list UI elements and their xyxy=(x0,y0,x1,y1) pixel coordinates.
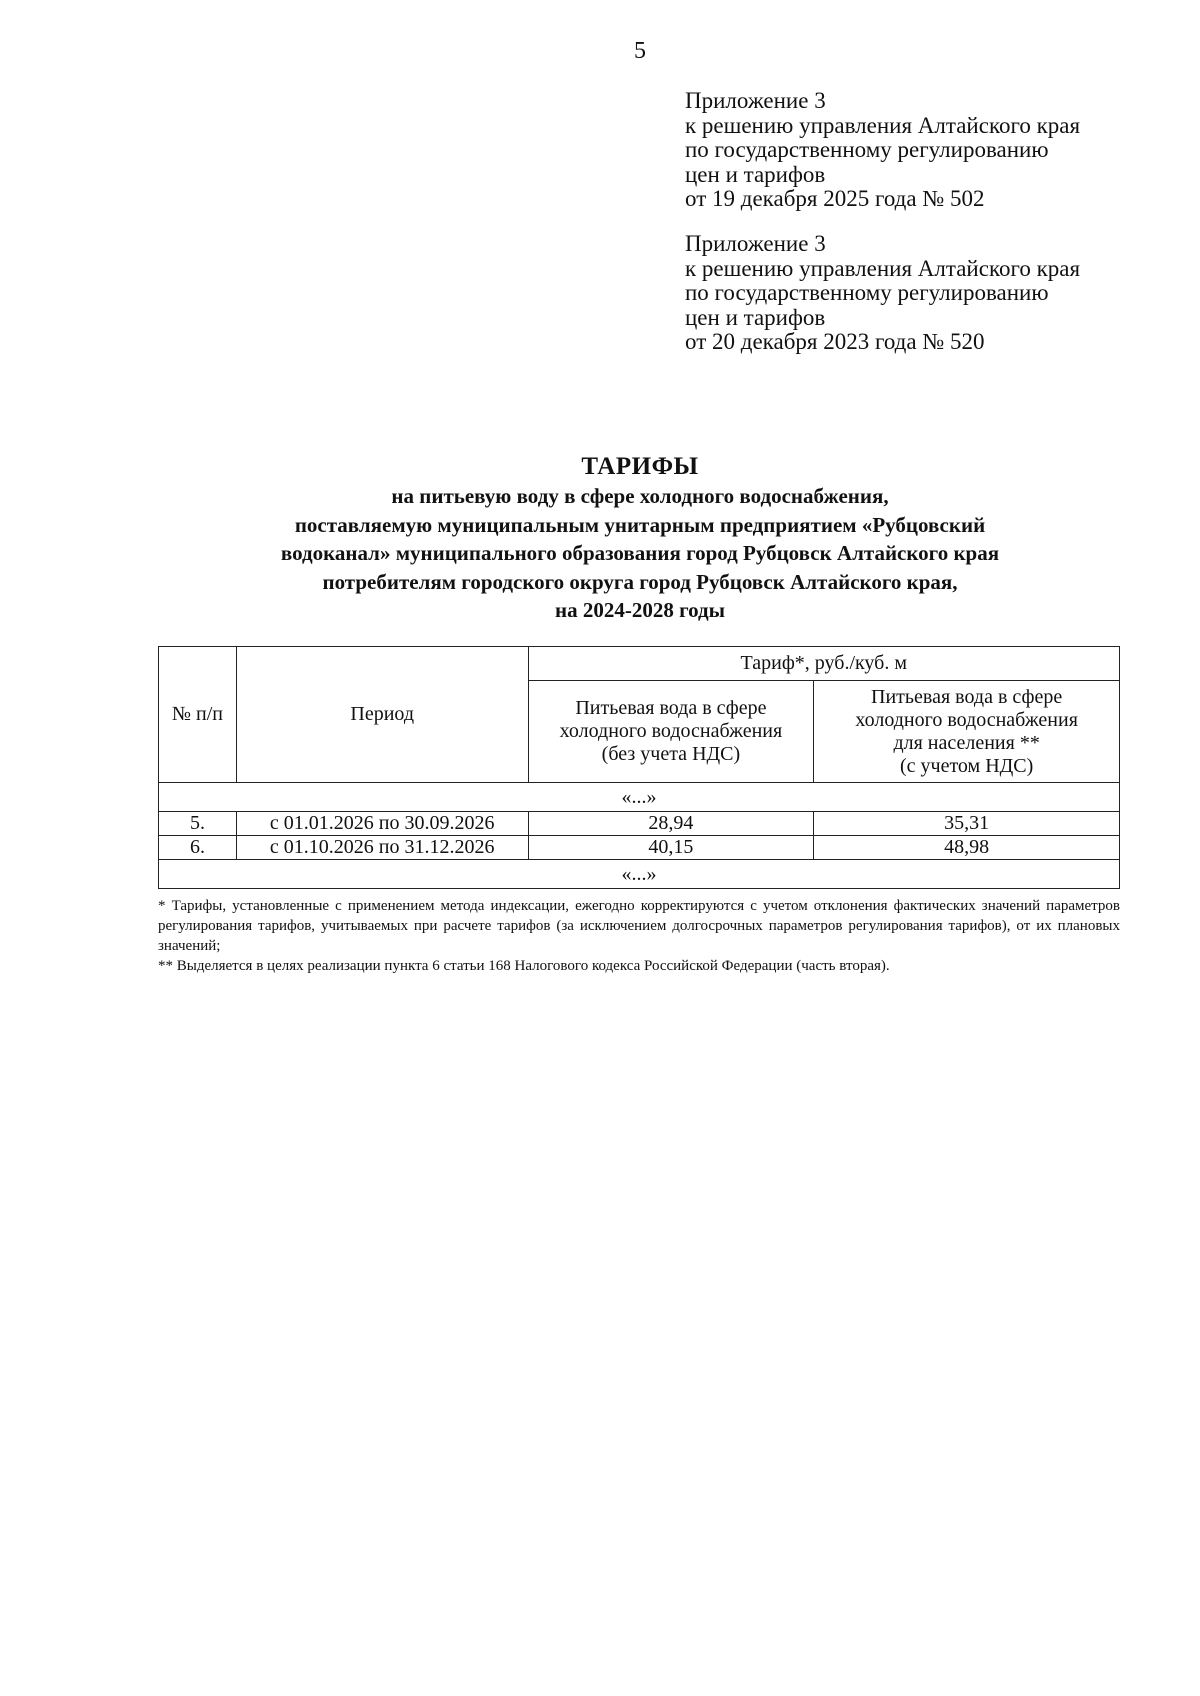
appendix-line: цен и тарифов xyxy=(685,304,826,330)
header-population-line: для населения ** xyxy=(893,731,1040,754)
appendix-line: Приложение 3 xyxy=(685,231,826,256)
header-tariff-group: Тариф*, руб./куб. м xyxy=(528,647,1119,681)
header-without-vat-line: Питьевая вода в сфере xyxy=(575,697,767,719)
table-separator-row xyxy=(159,860,1120,889)
header-population-line: (с учетом НДС) xyxy=(899,754,1034,777)
row-number: 6. xyxy=(159,836,237,860)
appendix-line: от 20 декабря 2023 года № 520 xyxy=(685,329,985,354)
table-row xyxy=(159,812,1120,836)
title-line: потребителям городского округа город Рубцовск Алтайского края, xyxy=(322,569,958,594)
appendix-line: по государственному регулированию xyxy=(685,137,1049,162)
title-main: ТАРИФЫ xyxy=(581,453,699,480)
appendix-line: от 19 декабря 2025 года № 502 xyxy=(685,186,985,211)
title-line: на 2024-2028 годы xyxy=(554,598,726,622)
row-period: с 01.01.2026 по 30.09.2026 xyxy=(236,812,528,836)
tariff-table xyxy=(158,646,1120,889)
row-without-vat: 28,94 xyxy=(528,812,814,836)
table-separator: «...» xyxy=(159,783,1120,812)
document-title xyxy=(150,452,1130,625)
table-row xyxy=(159,836,1120,860)
appendix-previous-header xyxy=(685,232,1165,355)
footnote-tariff-indexation: * Тарифы, установленные с применением метода индексации, ежегодно корректируются с учетом отклонения фактических значений параметров регулирования тарифов, учитываемых при расчете тарифов (за исключением долгосрочных параметров регулирования тарифов), от их плановых значений; xyxy=(158,898,1120,954)
table-separator-row xyxy=(159,783,1120,812)
row-with-vat: 48,98 xyxy=(814,836,1120,860)
row-period: с 01.10.2026 по 31.12.2026 xyxy=(236,836,528,860)
appendix-line: Приложение 3 xyxy=(685,88,826,113)
appendix-line: цен и тарифов xyxy=(685,161,826,187)
header-population-line: Питьевая вода в сфере xyxy=(871,685,1063,708)
footnotes xyxy=(158,896,1120,976)
header-number: № п/п xyxy=(159,647,237,783)
appendix-line: по государственному регулированию xyxy=(685,280,1049,305)
table-separator: «...» xyxy=(159,860,1120,889)
appendix-line: к решению управления Алтайского края xyxy=(685,255,1081,281)
header-population-line: холодного водоснабжения xyxy=(855,708,1078,731)
appendix-current-header xyxy=(685,89,1165,212)
header-population xyxy=(814,681,1120,783)
footnote-vat: ** Выделяется в целях реализации пункта 6 статьи 168 Налогового кодекса Российской Федерации (часть вторая). xyxy=(158,958,890,974)
title-line: водоканал» муниципального образования город Рубцовск Алтайского края xyxy=(280,541,1000,565)
row-number: 5. xyxy=(159,812,237,836)
row-with-vat: 35,31 xyxy=(814,812,1120,836)
header-period: Период xyxy=(236,647,528,783)
header-without-vat-line: (без учета НДС) xyxy=(601,743,741,765)
title-line: поставляемую муниципальным унитарным предприятием «Рубцовский xyxy=(294,512,986,537)
title-line: на питьевую воду в сфере холодного водоснабжения, xyxy=(391,484,889,508)
appendix-line: к решению управления Алтайского края xyxy=(685,112,1081,138)
table-header-row xyxy=(159,647,1120,681)
page-number: 5 xyxy=(634,38,646,64)
header-without-vat-line: холодного водоснабжения xyxy=(559,720,783,742)
header-without-vat xyxy=(528,681,814,783)
row-without-vat: 40,15 xyxy=(528,836,814,860)
